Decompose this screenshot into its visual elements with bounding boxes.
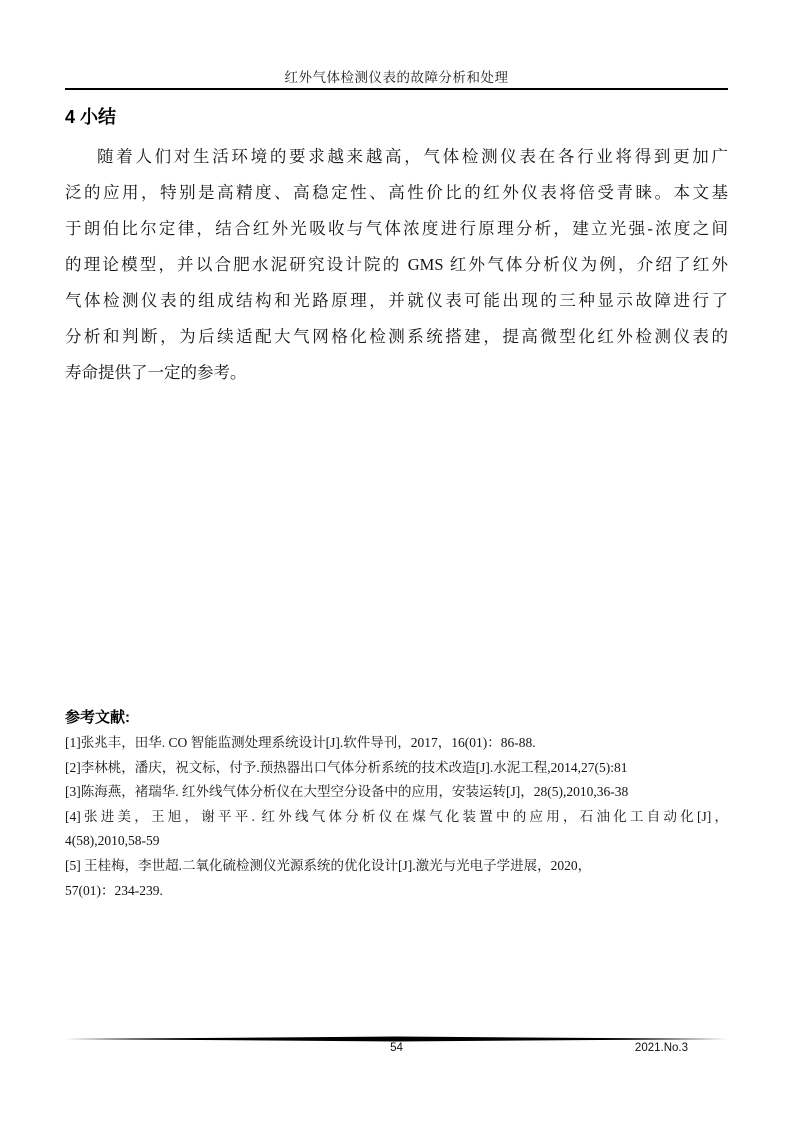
paragraph-line: 泛的应用，特别是高精度、高稳定性、高性价比的红外仪表将倍受青睐。本文基	[65, 183, 728, 202]
header-rule	[65, 88, 728, 90]
footer-page-number: 54	[390, 1042, 403, 1054]
running-header-title: 红外气体检测仪表的故障分析和处理	[284, 70, 509, 85]
paragraph-line: 分析和判断，为后续适配大气网格化检测系统搭建，提高微型化红外检测仪表的	[65, 327, 728, 346]
paragraph-line: 于朗伯比尔定律，结合红外光吸收与气体浓度进行原理分析，建立光强-浓度之间	[65, 219, 728, 238]
paragraph-line: 气体检测仪表的组成结构和光路原理，并就仪表可能出现的三种显示故障进行了	[65, 291, 728, 310]
reference-line: [4]张进美，王旭，谢平平. 红外线气体分析仪在煤气化装置中的应用，石油化工自动化[J]，	[65, 808, 728, 824]
paragraph-line: 寿命提供了一定的参考。	[65, 363, 247, 382]
footer-issue-label: 2021.No.3	[634, 1042, 688, 1054]
reference-line: [1]张兆丰，田华. CO 智能监测处理系统设计[J].软件导刊，2017，16(01)：86-88.	[65, 735, 536, 750]
paragraph-line: 随着人们对生活环境的要求越来越高，气体检测仪表在各行业将得到更加广	[97, 147, 728, 166]
paragraph-line: 的理论模型，并以合肥水泥研究设计院的 GMS 红外气体分析仪为例，介绍了红外	[65, 255, 728, 274]
summary-paragraph	[65, 139, 728, 391]
reference-line: [3]陈海燕，褚瑞华. 红外线气体分析仪在大型空分设备中的应用，安装运转[J]，28(5),2010,36-38	[65, 784, 629, 800]
reference-line: 4(58),2010,58-59	[65, 833, 160, 849]
references-list	[65, 731, 728, 903]
references-heading: 参考文献:	[65, 709, 130, 726]
reference-line: 57(01)：234-239.	[65, 882, 163, 898]
reference-line: [5] 王桂梅，李世超.二氧化硫检测仪光源系统的优化设计[J].激光与光电子学进展，2020，	[65, 857, 592, 873]
reference-line: [2]李林桃，潘庆，祝文标，付予.预热器出口气体分析系统的技术改造[J].水泥工程,2014,27(5):81	[65, 759, 628, 775]
section-heading: 4 小结	[65, 107, 117, 127]
